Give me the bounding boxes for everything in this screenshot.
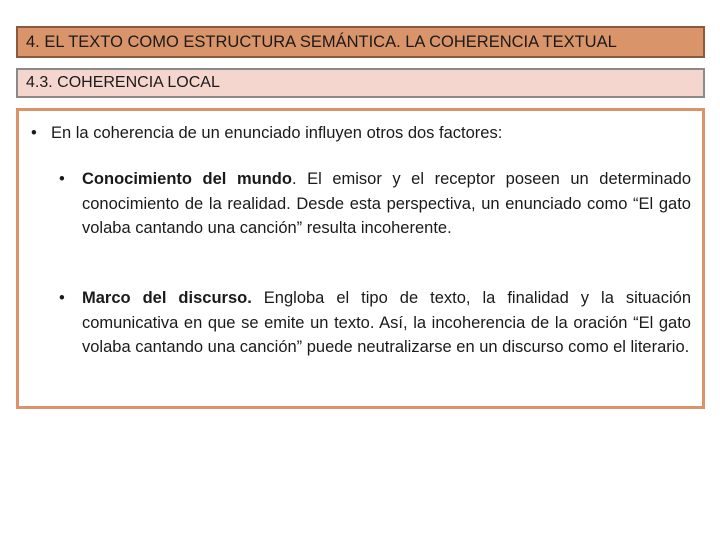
list-item-term-suffix: . [291, 170, 297, 188]
list-item-text [82, 286, 691, 360]
bullet-icon: • [31, 124, 37, 142]
list-item-body: El emisor y el receptor poseen un determinado conocimiento de la realidad. Desde esta perspectiva, un enunciado como “El gato volaba cantando una canción” resulta incoherente. [82, 170, 691, 237]
bullet-icon: • [59, 289, 65, 307]
list-item-body: Engloba el tipo de texto, la finalidad y la situación comunicativa en que se emite un texto. Así, la incoherencia de la oración “El gato volaba cantando una canción” puede neutralizarse en un discurso como el literario. [82, 289, 691, 356]
section-subtitle-bar [16, 68, 705, 98]
content-box [16, 108, 705, 409]
list-item-text [82, 167, 691, 241]
section-subtitle: 4.3. COHERENCIA LOCAL [26, 74, 220, 91]
list-item-conocimiento [59, 167, 691, 241]
intro-text: En la coherencia de un enunciado influyen otros dos factores: [51, 124, 503, 142]
list-item-marco [59, 286, 691, 360]
bullet-icon: • [59, 170, 65, 188]
slide-title: 4. EL TEXTO COMO ESTRUCTURA SEMÁNTICA. LA COHERENCIA TEXTUAL [26, 32, 617, 51]
list-item-term: Conocimiento del mundo [82, 170, 292, 188]
intro-bullet [31, 123, 502, 144]
slide-title-bar [16, 26, 705, 58]
list-item-term: Marco del discurso. [82, 289, 252, 307]
